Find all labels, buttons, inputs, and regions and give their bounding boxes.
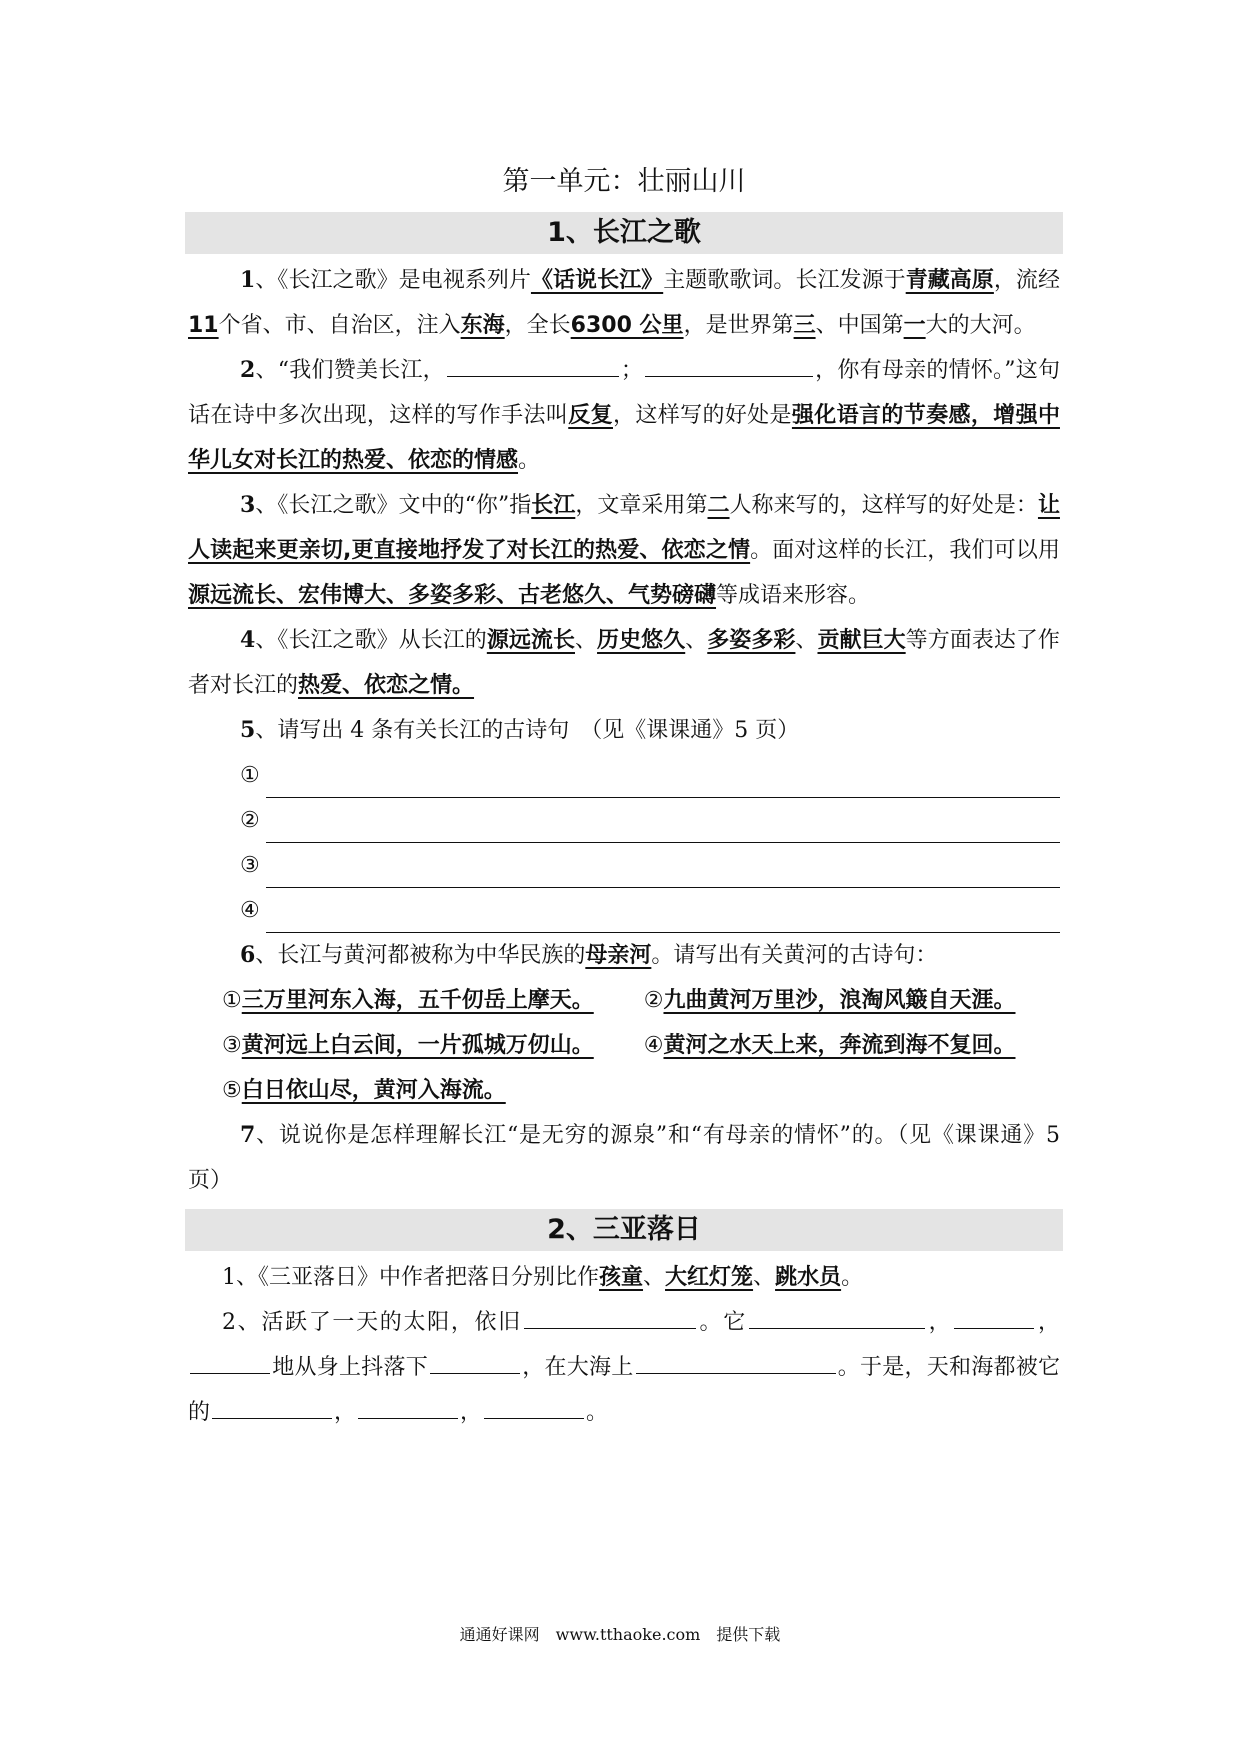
blank-line[interactable] bbox=[524, 1306, 696, 1329]
question-1-5: 5、请写出 4 条有关长江的古诗句 （见《课课通》5 页） bbox=[240, 717, 800, 743]
worksheet bbox=[188, 160, 1060, 1435]
answer: 反复 bbox=[568, 403, 613, 428]
blank-line[interactable] bbox=[447, 354, 619, 377]
circled-number: ① bbox=[222, 988, 242, 1013]
circled-number: ② bbox=[643, 988, 664, 1013]
question-number: 1 bbox=[240, 267, 256, 293]
answer: 让人读起来更亲切,更直接地抒发了对长江的热爱、依恋之情 bbox=[188, 493, 1060, 563]
poem-answer: 黄河远上白云间，一片孤城万仞山。 bbox=[241, 1033, 594, 1058]
question-number: 2 bbox=[240, 357, 256, 383]
question-1-1: 1、《长江之歌》是电视系列片《话说长江》主题歌歌词。长江发源于青藏高原，流经11个省、市、自治区，注入东海，全长6300 公里，是世界第三、中国第一大的大河。 bbox=[188, 267, 1060, 338]
question-number: 7 bbox=[240, 1122, 256, 1148]
blank-line[interactable] bbox=[266, 769, 1060, 798]
question-1-2: 2、“我们赞美长江， ； ，你有母亲的情怀。”这句话在诗中多次出现，这样的写作手法叫反复，这样写的好处是强化语言的节奏感，增强中华儿女对长江的热爱、依恋的情感。 bbox=[188, 348, 1060, 483]
blank-line[interactable] bbox=[190, 1351, 270, 1374]
answer: 跳水员 bbox=[775, 1265, 842, 1290]
answer: 二 bbox=[707, 493, 730, 518]
circled-number: ① bbox=[240, 763, 260, 788]
answer-line[interactable] bbox=[188, 843, 1060, 888]
answer-line[interactable] bbox=[188, 798, 1060, 843]
answer: 长江 bbox=[531, 493, 576, 518]
answer: 11 bbox=[188, 313, 219, 338]
blank-line[interactable] bbox=[266, 859, 1060, 888]
poem-pair-2 bbox=[188, 1023, 1060, 1068]
blank-line[interactable] bbox=[749, 1306, 925, 1329]
circled-number: ② bbox=[240, 808, 260, 833]
answer: 大红灯笼 bbox=[665, 1265, 754, 1290]
blank-line[interactable] bbox=[954, 1306, 1034, 1329]
answer: 孩童 bbox=[599, 1265, 644, 1290]
answer: 多姿多彩 bbox=[707, 628, 796, 653]
circled-number: ③ bbox=[222, 1033, 242, 1058]
question-number: 6 bbox=[240, 942, 256, 968]
answer: 6300 公里 bbox=[570, 313, 684, 338]
answer-line[interactable] bbox=[188, 753, 1060, 798]
poem-answer: 九曲黄河万里沙，浪淘风簸自天涯。 bbox=[663, 988, 1016, 1013]
poem-answer: 三万里河东入海，五千仞岳上摩天。 bbox=[241, 988, 594, 1013]
question-1-4: 4、《长江之歌》从长江的源远流长、历史悠久、多姿多彩、贡献巨大等方面表达了作者对长江的热爱、依恋之情。 bbox=[188, 627, 1060, 698]
answer: 青藏高原 bbox=[905, 268, 994, 293]
blank-line[interactable] bbox=[266, 904, 1060, 933]
answer: 东海 bbox=[460, 313, 505, 338]
section-title-1: 1、长江之歌 bbox=[185, 212, 1063, 254]
blank-line[interactable] bbox=[645, 354, 813, 377]
question-1-6: 6、长江与黄河都被称为中华民族的母亲河。请写出有关黄河的古诗句： bbox=[240, 942, 938, 968]
question-1-3: 3、《长江之歌》文中的“你”指长江，文章采用第二人称来写的，这样写的好处是：让人读起来更亲切,更直接地抒发了对长江的热爱、依恋之情。面对这样的长江，我们可以用源远流长、宏伟博大、多姿多彩、古老悠久、气势磅礴等成语来形容。 bbox=[188, 492, 1060, 608]
circled-number: ④ bbox=[240, 898, 260, 923]
question-2-2: 2、活跃了一天的太阳，依旧 。它 ， ，地从身上抖落下 ，在大海上 。于是，天和海都被它的 ， ， 。 bbox=[188, 1300, 1060, 1435]
blank-line[interactable] bbox=[358, 1396, 458, 1419]
question-number: 4 bbox=[240, 627, 256, 653]
answer: 热爱、依恋之情。 bbox=[298, 673, 475, 698]
answer: 母亲河 bbox=[585, 943, 652, 968]
poem-single bbox=[188, 1068, 1060, 1113]
answer: 贡献巨大 bbox=[817, 628, 906, 653]
page-footer: 通通好课网 www.tthaoke.com 提供下载 bbox=[459, 1625, 781, 1644]
answer: 一 bbox=[903, 313, 926, 338]
answer: 源远流长、宏伟博大、多姿多彩、古老悠久、气势磅礴 bbox=[188, 583, 717, 608]
question-2-1: 1、《三亚落日》中作者把落日分别比作孩童、大红灯笼、跳水员。 bbox=[222, 1265, 864, 1290]
answer: 历史悠久 bbox=[597, 628, 686, 653]
poem-answer: 黄河之水天上来，奔流到海不复回。 bbox=[663, 1033, 1016, 1058]
blank-line[interactable] bbox=[430, 1351, 520, 1374]
blank-line[interactable] bbox=[266, 814, 1060, 843]
circled-number: ③ bbox=[240, 853, 260, 878]
blank-line[interactable] bbox=[636, 1351, 836, 1374]
section-title-2: 2、三亚落日 bbox=[185, 1209, 1063, 1251]
answer: 强化语言的节奏感，增强中华儿女对长江的热爱、依恋的情感 bbox=[188, 403, 1060, 473]
poem-answer: 白日依山尽，黄河入海流。 bbox=[241, 1078, 506, 1103]
answer: 三 bbox=[793, 313, 816, 338]
answer: 源远流长 bbox=[486, 628, 575, 653]
blank-line[interactable] bbox=[212, 1396, 332, 1419]
circled-number: ④ bbox=[643, 1033, 664, 1058]
circled-number: ⑤ bbox=[222, 1078, 242, 1103]
poem-pair-1 bbox=[188, 978, 1060, 1023]
unit-title: 第一单元：壮丽山川 bbox=[502, 166, 746, 197]
blank-line[interactable] bbox=[484, 1396, 584, 1419]
question-1-7: 7、说说你是怎样理解长江“是无穷的源泉”和“有母亲的情怀”的。（见《课课通》5 页） bbox=[188, 1122, 1060, 1193]
question-number: 5 bbox=[240, 717, 256, 743]
question-number: 3 bbox=[240, 492, 256, 518]
answer: 《话说长江》 bbox=[530, 268, 664, 293]
answer-line[interactable] bbox=[188, 888, 1060, 933]
